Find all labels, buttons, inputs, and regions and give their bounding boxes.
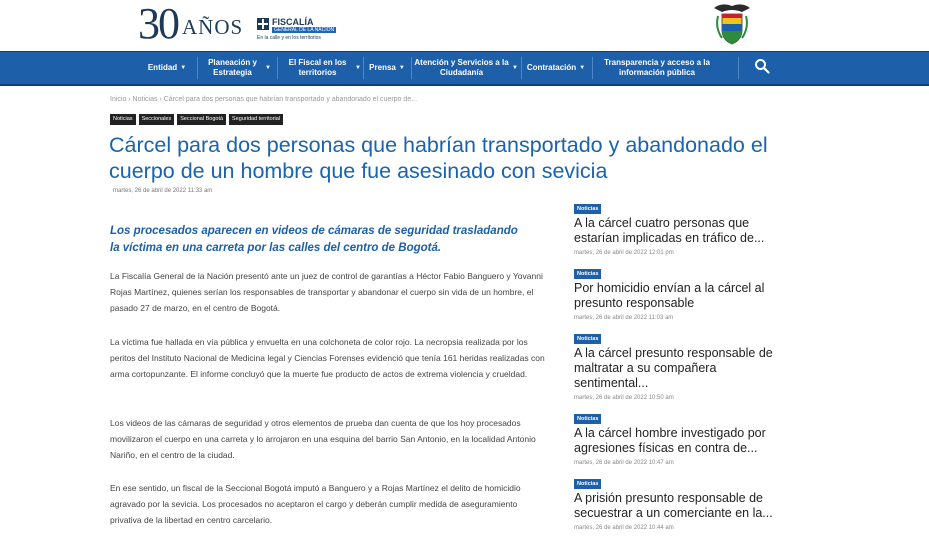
nav-entidad[interactable] [143, 52, 191, 84]
article-date: martes, 26 de abril de 2022 11:33 am [113, 188, 213, 194]
nav-divider [738, 57, 739, 79]
article-paragraph-3: Los videos de las cámaras de seguridad y otros elementos de prueba dan cuenta de que los hoy procesados movilizaron el cuerpo en una carreta y lo arrojaron en una esquina del barrio San Antonio, en la localidad Antonio Nariño, en el centro de la ciudad. [110, 418, 536, 460]
caret-down-icon: ▼ [265, 65, 271, 71]
nav-divider [277, 57, 278, 79]
main-navigation [0, 51, 929, 86]
article-paragraph-1: La Fiscalía General de la Nación presentó ante un juez de control de garantías a Héctor Fabio Banguero y Yovanni Rojas Martínez, quienes serían los responsables de transportar y abandonar el cuerpo sin vida de un hombre, el pasado 27 de marzo, en el centro de Bogotá. [110, 271, 543, 313]
30-anos-logo[interactable] [138, 2, 243, 46]
nav-label: El Fiscal en los territorios [288, 58, 347, 77]
nav-label: Planeación y Estrategia [208, 58, 257, 77]
related-title[interactable]: A prisión presunto responsable de secuestrar a un comerciante en la... [574, 491, 773, 520]
caret-down-icon: ▼ [512, 65, 518, 71]
related-date: martes, 26 de abril de 2022 10:47 am [574, 460, 674, 466]
article-paragraph-2: La víctima fue hallada en vía pública y envuelta en una colchoneta de color rojo. La necropsia realizada por los peritos del Instituto Nacional de Medicina legal y Ciencias Forenses evidenció que tenía 161 heridas realizadas con arma cortopunzante. El informe concluyó que la muerte fue producto de actos de extrema violencia y crueldad. [110, 337, 545, 379]
logo-number: 30 [138, 0, 178, 48]
article-lead: Los procesados aparecen en videos de cámaras de seguridad trasladando la víctima en una carreta por las calles del centro de Bogotá. [110, 225, 518, 254]
article-title: Cárcel para dos personas que habrían transportado y abandonado el cuerpo de un hombre que fue asesinado con sevicia [109, 133, 768, 183]
site-header [0, 0, 929, 51]
related-date: martes, 26 de abril de 2022 10:44 am [574, 525, 674, 531]
search-icon[interactable] [754, 58, 770, 74]
related-news-item[interactable] [574, 197, 784, 256]
related-date: martes, 26 de abril de 2022 11:03 am [574, 315, 674, 321]
related-tag[interactable]: Noticias [574, 269, 601, 279]
related-date: martes, 26 de abril de 2022 10:50 am [574, 395, 674, 401]
cross-icon [257, 18, 269, 30]
fiscalia-logo[interactable] [257, 17, 335, 43]
nav-divider [592, 57, 593, 79]
nav-atencion[interactable] [414, 52, 518, 84]
related-tag[interactable]: Noticias [574, 204, 601, 214]
fiscalia-subtitle: GENERAL DE LA NACIÓN [274, 27, 335, 33]
nav-divider [363, 57, 364, 79]
related-news-item[interactable] [574, 472, 784, 531]
tag-seccionales[interactable]: Seccionales [139, 114, 175, 125]
nav-prensa[interactable] [366, 52, 408, 84]
related-news-item[interactable] [574, 327, 784, 401]
nav-label: Entidad [147, 63, 178, 72]
related-title[interactable]: Por homicidio envían a la cárcel al presunto responsable [574, 281, 765, 310]
nav-label: Prensa [369, 63, 396, 72]
caret-down-icon: ▼ [398, 65, 405, 71]
related-news-item[interactable] [574, 262, 784, 321]
related-tag[interactable]: Noticias [574, 479, 601, 489]
nav-planeacion[interactable] [203, 52, 271, 84]
nav-fiscal-territorios[interactable] [283, 52, 361, 84]
article-paragraph-4: En ese sentido, un fiscal de la Seccional Bogotá imputó a Banguero y a Rojas Martínez el delito de homicidio agravado por la sevicia. Los procesados no aceptaron el cargo y deberán cumplir medida de aseguramiento privativa de la libertad en centro carcelario. [110, 483, 521, 525]
colombia-coat-of-arms-icon [712, 2, 752, 46]
related-title[interactable]: A la cárcel presunto responsable de maltratar a su compañera sentimental... [574, 346, 773, 390]
related-tag[interactable]: Noticias [574, 414, 601, 424]
related-title[interactable]: A la cárcel hombre investigado por agresiones físicas en contra de... [574, 426, 766, 455]
related-title[interactable]: A la cárcel cuatro personas que estarían implicadas en tráfico de... [574, 216, 765, 245]
tag-noticias[interactable]: Noticias [110, 114, 136, 125]
related-news-item[interactable] [574, 407, 784, 466]
caret-down-icon: ▼ [180, 65, 187, 71]
logo-word: AÑOS [182, 15, 244, 39]
breadcrumb[interactable]: Inicio › Noticias › Cárcel para dos personas que habrían transportado y abandonado el cuerpo de... [110, 96, 418, 103]
nav-contratacion[interactable] [524, 52, 588, 84]
caret-down-icon: ▼ [579, 65, 586, 71]
tag-seguridad-territorial[interactable]: Seguridad territorial [229, 114, 283, 125]
nav-label: Atención y Servicios a la Ciudadanía [414, 58, 509, 77]
nav-divider [197, 57, 198, 79]
related-tag[interactable]: Noticias [574, 334, 601, 344]
article-tags [110, 114, 283, 125]
nav-transparencia[interactable] [598, 52, 716, 84]
nav-label: Contratación [526, 63, 577, 72]
fiscalia-name: FISCALÍA [272, 17, 314, 27]
nav-divider [411, 57, 412, 79]
nav-divider [521, 57, 522, 79]
related-date: martes, 26 de abril de 2022 12:01 pm [574, 250, 674, 256]
caret-down-icon: ▼ [355, 65, 361, 71]
fiscalia-slogan: En la calle y en los territorios [257, 35, 321, 41]
tag-seccional-bogota[interactable]: Seccional Bogotá [177, 114, 226, 125]
nav-label: Transparencia y acceso a la información pública [604, 58, 710, 77]
